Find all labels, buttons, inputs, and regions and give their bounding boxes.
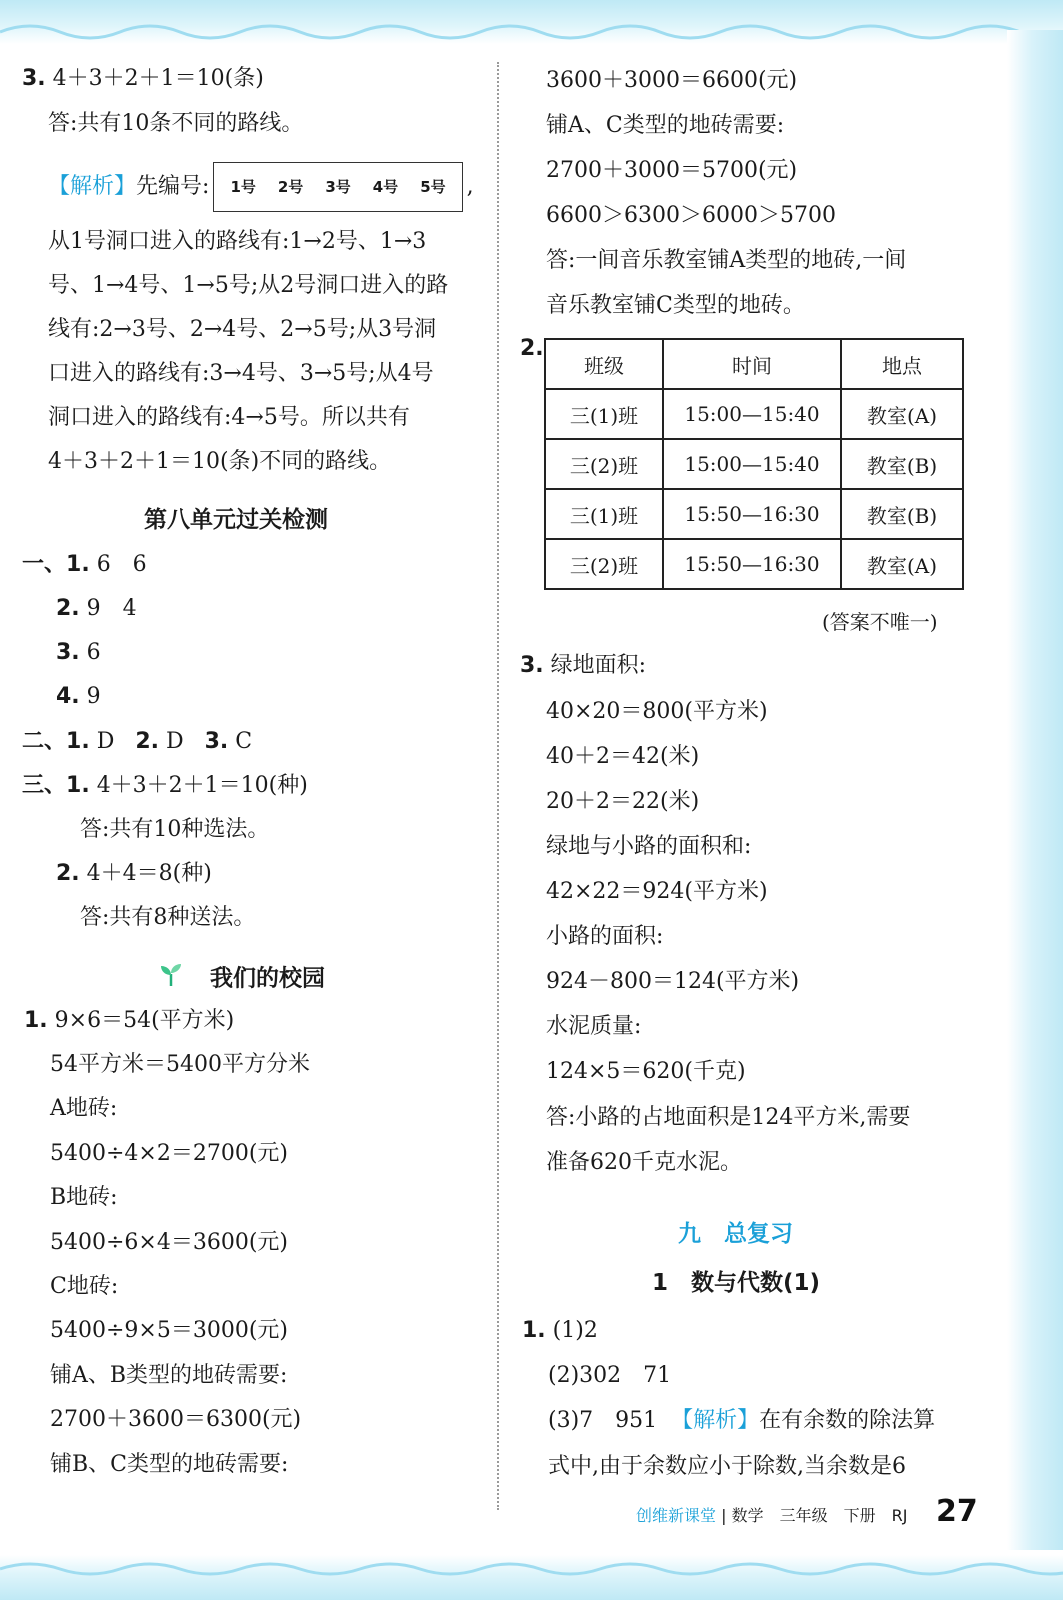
table-cell: 教室(A)	[841, 389, 963, 439]
campus-line: B地砖:	[50, 1185, 118, 1210]
campus-line: 铺A、B类型的地砖需要:	[50, 1363, 288, 1388]
table-cell: 15:00—15:40	[663, 389, 841, 439]
chapter-title: 九 总复习	[678, 1221, 793, 1247]
sec1-item: 3. 6	[56, 640, 101, 665]
top-wave-decoration	[0, 0, 1063, 44]
right-line: 答:一间音乐教室铺A类型的地砖,一间	[546, 248, 907, 273]
analysis-tag: 【解析】	[671, 1408, 760, 1433]
table-row	[545, 489, 963, 539]
right-q3-line: 924－800＝124(平方米)	[546, 969, 800, 994]
column-divider	[497, 62, 499, 1510]
schedule-table	[544, 338, 964, 590]
sec3-q1-answer: 答:共有10种选法。	[80, 817, 270, 842]
analysis-line: 4＋3＋2＋1＝10(条)不同的路线。	[48, 449, 392, 474]
campus-line: 54平方米＝5400平方分米	[50, 1052, 310, 1077]
table-header-row	[545, 339, 963, 389]
analysis-numbering: 【解析】先编号: 1号 2号 3号 4号 5号 ,	[48, 162, 474, 212]
campus-line: 铺B、C类型的地砖需要:	[50, 1452, 289, 1477]
section-title: 1 数与代数(1)	[652, 1270, 821, 1296]
right-q3-title: 3. 绿地面积:	[520, 653, 647, 678]
sprout-icon	[158, 962, 184, 996]
r-q1-b: (2)302 71	[548, 1363, 672, 1388]
analysis-line: 口进入的路线有:3→4号、3→5号;从4号	[48, 361, 434, 386]
right-q3-line: 准备620千克水泥。	[546, 1150, 742, 1175]
sec2-items: 二、1. D 2. D 3. C	[22, 729, 253, 754]
right-q3-line: 40×20＝800(平方米)	[546, 699, 768, 724]
table-row	[545, 389, 963, 439]
table-cell: 教室(A)	[841, 539, 963, 589]
table-cell: 15:50—16:30	[663, 489, 841, 539]
right-line: 3600＋3000＝6600(元)	[546, 68, 798, 93]
analysis-line: 洞口进入的路线有:4→5号。所以共有	[48, 405, 410, 430]
analysis-tag: 【解析】	[48, 174, 137, 199]
campus-line: A地砖:	[50, 1096, 118, 1121]
r-q1-d: 式中,由于余数应小于除数,当余数是6	[548, 1454, 906, 1479]
sec3-q2-calc: 2. 4＋4＝8(种)	[56, 861, 212, 886]
left-q3-answer: 答:共有10条不同的路线。	[48, 111, 304, 136]
table-cell: 教室(B)	[841, 439, 963, 489]
right-q3-line: 水泥质量:	[546, 1014, 642, 1039]
r-q1-c: (3)7 951 【解析】在有余数的除法算	[548, 1408, 936, 1433]
table-cell: 15:50—16:30	[663, 539, 841, 589]
footer	[636, 1503, 907, 1526]
right-wave-decoration	[1007, 30, 1063, 1550]
sec3-q1-calc: 三、1. 4＋3＋2＋1＝10(种)	[22, 773, 308, 798]
table-header: 班级	[545, 339, 663, 389]
bottom-wave-decoration	[0, 1555, 1063, 1600]
table-cell: 15:00—15:40	[663, 439, 841, 489]
footer-info: | 数学 三年级 下册 RJ	[721, 1506, 908, 1525]
table-header: 地点	[841, 339, 963, 389]
table-row	[545, 439, 963, 489]
table-cell: 三(1)班	[545, 389, 663, 439]
sec1-item: 一、1. 6 6	[22, 552, 147, 577]
campus-line: C地砖:	[50, 1274, 119, 1299]
table-cell: 教室(B)	[841, 489, 963, 539]
right-line: 6600＞6300＞6000＞5700	[546, 203, 836, 228]
left-q3-calc: 3. 4＋3＋2＋1＝10(条)	[22, 66, 264, 91]
unit8-title: 第八单元过关检测	[144, 507, 328, 533]
table-cell: 三(2)班	[545, 439, 663, 489]
right-line: 音乐教室铺C类型的地砖。	[546, 293, 805, 318]
campus-line: 5400÷4×2＝2700(元)	[50, 1141, 289, 1166]
right-q3-line: 42×22＝924(平方米)	[546, 879, 768, 904]
hole-number-box: 1号 2号 3号 4号 5号	[213, 162, 462, 212]
table-row	[545, 539, 963, 589]
right-q2-number: 2.	[520, 336, 544, 361]
sec1-item: 2. 9 4	[56, 596, 137, 621]
right-q3-line: 小路的面积:	[546, 924, 664, 949]
table-cell: 三(2)班	[545, 539, 663, 589]
page-number: 27	[936, 1494, 978, 1529]
right-q3-line: 20＋2＝22(米)	[546, 789, 700, 814]
table-note: (答案不唯一)	[822, 610, 938, 634]
analysis-line: 从1号洞口进入的路线有:1→2号、1→3	[48, 229, 427, 254]
footer-brand: 创维新课堂	[636, 1506, 717, 1525]
r-q1-a: 1. (1)2	[522, 1318, 598, 1343]
campus-title: 我们的校园	[158, 962, 325, 996]
analysis-line: 号、1→4号、1→5号;从2号洞口进入的路	[48, 273, 449, 298]
right-q3-line: 绿地与小路的面积和:	[546, 834, 752, 859]
campus-line: 2700＋3600＝6300(元)	[50, 1407, 302, 1432]
table-cell: 三(1)班	[545, 489, 663, 539]
sec1-item: 4. 9	[56, 684, 101, 709]
right-line: 铺A、C类型的地砖需要:	[546, 113, 785, 138]
right-q3-line: 答:小路的占地面积是124平方米,需要	[546, 1105, 911, 1130]
right-q3-line: 40＋2＝42(米)	[546, 744, 700, 769]
analysis-line: 线有:2→3号、2→4号、2→5号;从3号洞	[48, 317, 437, 342]
right-q3-line: 124×5＝620(千克)	[546, 1059, 746, 1084]
right-line: 2700＋3000＝5700(元)	[546, 158, 798, 183]
campus-line: 5400÷6×4＝3600(元)	[50, 1230, 289, 1255]
table-header: 时间	[663, 339, 841, 389]
campus-line: 1. 9×6＝54(平方米)	[24, 1008, 235, 1033]
sec3-q2-answer: 答:共有8种送法。	[80, 905, 256, 930]
campus-line: 5400÷9×5＝3000(元)	[50, 1318, 289, 1343]
